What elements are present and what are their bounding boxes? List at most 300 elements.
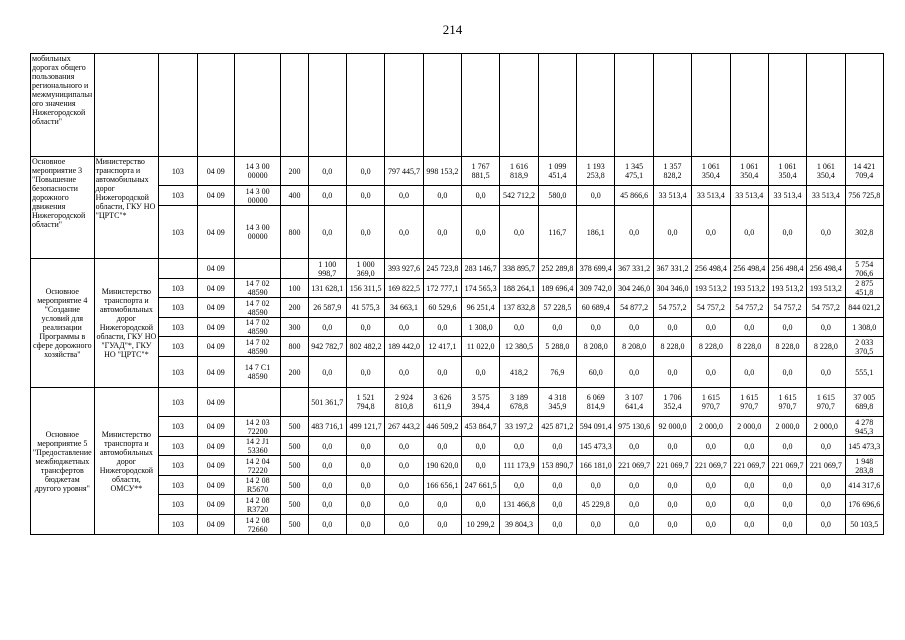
year-value: 153 890,7 bbox=[538, 456, 576, 476]
year-value: 0,0 bbox=[385, 515, 423, 535]
table-row bbox=[31, 495, 884, 515]
year-value: 1 061 350,4 bbox=[807, 157, 845, 186]
year-value: 0,0 bbox=[730, 206, 768, 259]
year-value: 172 777,1 bbox=[423, 279, 461, 298]
grbs-code: 103 bbox=[159, 318, 197, 337]
year-value: 221 069,7 bbox=[768, 456, 806, 476]
year-value: 256 498,4 bbox=[692, 259, 730, 279]
year-value: 0,0 bbox=[807, 515, 845, 535]
total-value: 2 875 451,8 bbox=[845, 279, 883, 298]
total-value: 1 948 283,8 bbox=[845, 456, 883, 476]
year-value: 4 318 345,9 bbox=[538, 388, 576, 417]
grbs-code: 103 bbox=[159, 515, 197, 535]
year-value: 54 757,2 bbox=[730, 298, 768, 318]
year-value: 0,0 bbox=[385, 476, 423, 495]
year-value: 580,0 bbox=[538, 186, 576, 206]
year-value: 8 208,0 bbox=[615, 337, 653, 357]
year-value: 92 000,0 bbox=[653, 417, 691, 437]
target-item-code bbox=[234, 259, 280, 279]
year-value: 0,0 bbox=[346, 456, 384, 476]
year-value: 0,0 bbox=[577, 186, 615, 206]
year-value: 131 466,8 bbox=[500, 495, 538, 515]
year-value: 0,0 bbox=[768, 206, 806, 259]
year-value: 975 130,6 bbox=[615, 417, 653, 437]
header-fragment-row bbox=[31, 54, 884, 157]
year-value: 188 264,1 bbox=[500, 279, 538, 298]
year-value: 367 331,2 bbox=[615, 259, 653, 279]
target-item-code: 14 2 08 R5670 bbox=[234, 476, 280, 495]
target-item-code: 14 7 02 48590 bbox=[234, 318, 280, 337]
year-value: 0,0 bbox=[385, 495, 423, 515]
year-value: 137 832,8 bbox=[500, 298, 538, 318]
year-value: 174 565,3 bbox=[462, 279, 500, 298]
year-value: 3 189 678,8 bbox=[500, 388, 538, 417]
year-value: 0,0 bbox=[462, 206, 500, 259]
grbs-code: 103 bbox=[159, 186, 197, 206]
total-value: 50 103,5 bbox=[845, 515, 883, 535]
target-item-code: 14 3 00 00000 bbox=[234, 186, 280, 206]
year-value: 0,0 bbox=[615, 495, 653, 515]
year-value: 60 529,6 bbox=[423, 298, 461, 318]
executor-name: Министерство транспорта и автомобильных дорог Нижегородской области, ГКУ НО "ГУАД"*, ГКУ НО "ЦРТС"* bbox=[94, 259, 159, 388]
table-row bbox=[31, 259, 884, 279]
target-item-code: 14 3 00 00000 bbox=[234, 206, 280, 259]
section-code: 04 09 bbox=[197, 298, 234, 318]
year-value: 1 308,0 bbox=[462, 318, 500, 337]
year-value: 54 757,2 bbox=[653, 298, 691, 318]
year-value: 193 513,2 bbox=[692, 279, 730, 298]
expense-type-code: 800 bbox=[281, 337, 308, 357]
year-value: 309 742,0 bbox=[577, 279, 615, 298]
year-value: 3 107 641,4 bbox=[615, 388, 653, 417]
expense-type-code: 200 bbox=[281, 157, 308, 186]
expense-type-code: 200 bbox=[281, 298, 308, 318]
year-value: 0,0 bbox=[730, 318, 768, 337]
year-value: 166 656,1 bbox=[423, 476, 461, 495]
year-value: 0,0 bbox=[730, 437, 768, 456]
year-value: 193 513,2 bbox=[768, 279, 806, 298]
grbs-code: 103 bbox=[159, 279, 197, 298]
year-value: 0,0 bbox=[653, 206, 691, 259]
expense-type-code bbox=[281, 388, 308, 417]
year-value: 1 521 794,8 bbox=[346, 388, 384, 417]
section-code: 04 09 bbox=[197, 417, 234, 437]
year-value: 0,0 bbox=[653, 515, 691, 535]
year-value: 0,0 bbox=[538, 318, 576, 337]
section-code: 04 09 bbox=[197, 476, 234, 495]
section-code: 04 09 bbox=[197, 318, 234, 337]
year-value: 1 615 970,7 bbox=[807, 388, 845, 417]
year-value: 193 513,2 bbox=[730, 279, 768, 298]
grbs-code: 103 bbox=[159, 495, 197, 515]
year-value: 156 311,5 bbox=[346, 279, 384, 298]
year-value: 0,0 bbox=[462, 456, 500, 476]
year-value: 8 228,0 bbox=[768, 337, 806, 357]
year-value: 76,9 bbox=[538, 357, 576, 388]
year-value: 221 069,7 bbox=[615, 456, 653, 476]
year-value: 378 699,4 bbox=[577, 259, 615, 279]
year-value: 1 099 451,4 bbox=[538, 157, 576, 186]
total-value: 844 021,2 bbox=[845, 298, 883, 318]
year-value: 256 498,4 bbox=[807, 259, 845, 279]
grbs-code: 103 bbox=[159, 417, 197, 437]
year-value: 0,0 bbox=[538, 437, 576, 456]
year-value: 0,0 bbox=[692, 495, 730, 515]
year-value: 33 513,4 bbox=[730, 186, 768, 206]
year-value: 2 000,0 bbox=[768, 417, 806, 437]
year-value: 797 445,7 bbox=[385, 157, 423, 186]
year-value: 1 357 828,2 bbox=[653, 157, 691, 186]
year-value: 57 228,5 bbox=[538, 298, 576, 318]
table-row bbox=[31, 515, 884, 535]
year-value: 942 782,7 bbox=[308, 337, 346, 357]
expense-type-code bbox=[281, 259, 308, 279]
year-value: 0,0 bbox=[308, 476, 346, 495]
total-value: 4 278 945,3 bbox=[845, 417, 883, 437]
year-value: 367 331,2 bbox=[653, 259, 691, 279]
year-value: 96 251,4 bbox=[462, 298, 500, 318]
section-code: 04 09 bbox=[197, 515, 234, 535]
year-value: 499 121,7 bbox=[346, 417, 384, 437]
year-value: 0,0 bbox=[423, 186, 461, 206]
year-value: 0,0 bbox=[653, 437, 691, 456]
year-value: 145 473,3 bbox=[577, 437, 615, 456]
target-item-code: 14 7 02 48590 bbox=[234, 337, 280, 357]
year-value: 0,0 bbox=[308, 318, 346, 337]
year-value: 0,0 bbox=[385, 318, 423, 337]
year-value: 0,0 bbox=[615, 515, 653, 535]
year-value: 0,0 bbox=[807, 318, 845, 337]
year-value: 0,0 bbox=[615, 206, 653, 259]
year-value: 1 615 970,7 bbox=[730, 388, 768, 417]
executor-name: Министерство транспорта и автомобильных дорог Нижегородской области, ГКУ НО "ЦРТС"* bbox=[94, 157, 159, 259]
measure-name: Основное мероприятие 4 "Создание условий для реализации Программы в сфере дорожного хозяйства" bbox=[31, 259, 95, 388]
year-value: 8 208,0 bbox=[577, 337, 615, 357]
year-value: 26 587,9 bbox=[308, 298, 346, 318]
year-value: 0,0 bbox=[807, 357, 845, 388]
total-value: 176 696,6 bbox=[845, 495, 883, 515]
expense-type-code: 500 bbox=[281, 456, 308, 476]
year-value: 1 345 475,1 bbox=[615, 157, 653, 186]
year-value: 0,0 bbox=[462, 495, 500, 515]
year-value: 0,0 bbox=[807, 206, 845, 259]
year-value: 0,0 bbox=[692, 206, 730, 259]
total-value: 5 754 706,6 bbox=[845, 259, 883, 279]
year-value: 0,0 bbox=[500, 318, 538, 337]
target-item-code: 14 2 08 R3720 bbox=[234, 495, 280, 515]
year-value: 33 513,4 bbox=[807, 186, 845, 206]
budget-table bbox=[30, 53, 884, 535]
year-value: 33 197,2 bbox=[500, 417, 538, 437]
year-value: 0,0 bbox=[308, 495, 346, 515]
year-value: 166 181,0 bbox=[577, 456, 615, 476]
year-value: 594 091,4 bbox=[577, 417, 615, 437]
table-row bbox=[31, 417, 884, 437]
year-value: 0,0 bbox=[692, 515, 730, 535]
year-value: 3 575 394,4 bbox=[462, 388, 500, 417]
section-code: 04 09 bbox=[197, 357, 234, 388]
year-value: 0,0 bbox=[692, 437, 730, 456]
year-value: 0,0 bbox=[385, 437, 423, 456]
section-code: 04 09 bbox=[197, 456, 234, 476]
year-value: 1 100 998,7 bbox=[308, 259, 346, 279]
table-row bbox=[31, 357, 884, 388]
year-value: 304 346,0 bbox=[653, 279, 691, 298]
year-value: 0,0 bbox=[308, 437, 346, 456]
year-value: 0,0 bbox=[730, 476, 768, 495]
year-value: 0,0 bbox=[423, 515, 461, 535]
year-value: 193 513,2 bbox=[807, 279, 845, 298]
year-value: 0,0 bbox=[653, 476, 691, 495]
year-value: 0,0 bbox=[768, 357, 806, 388]
year-value: 446 509,2 bbox=[423, 417, 461, 437]
table-row bbox=[31, 206, 884, 259]
year-value: 252 289,8 bbox=[538, 259, 576, 279]
year-value: 33 513,4 bbox=[653, 186, 691, 206]
year-value: 186,1 bbox=[577, 206, 615, 259]
year-value: 54 757,2 bbox=[692, 298, 730, 318]
year-value: 221 069,7 bbox=[692, 456, 730, 476]
year-value: 12 380,5 bbox=[500, 337, 538, 357]
year-value: 304 246,0 bbox=[615, 279, 653, 298]
year-value: 0,0 bbox=[692, 357, 730, 388]
year-value: 8 228,0 bbox=[730, 337, 768, 357]
year-value: 256 498,4 bbox=[768, 259, 806, 279]
grbs-code: 103 bbox=[159, 206, 197, 259]
grbs-code: 103 bbox=[159, 437, 197, 456]
year-value: 0,0 bbox=[768, 515, 806, 535]
year-value: 0,0 bbox=[500, 206, 538, 259]
year-value: 0,0 bbox=[462, 437, 500, 456]
expense-type-code: 500 bbox=[281, 476, 308, 495]
year-value: 221 069,7 bbox=[653, 456, 691, 476]
year-value: 1 767 881,5 bbox=[462, 157, 500, 186]
year-value: 54 877,2 bbox=[615, 298, 653, 318]
total-value: 145 473,3 bbox=[845, 437, 883, 456]
section-code: 04 09 bbox=[197, 279, 234, 298]
year-value: 131 628,1 bbox=[308, 279, 346, 298]
target-item-code bbox=[234, 388, 280, 417]
year-value: 0,0 bbox=[385, 206, 423, 259]
year-value: 33 513,4 bbox=[768, 186, 806, 206]
year-value: 338 895,7 bbox=[500, 259, 538, 279]
year-value: 0,0 bbox=[577, 515, 615, 535]
year-value: 0,0 bbox=[768, 437, 806, 456]
year-value: 54 757,2 bbox=[768, 298, 806, 318]
year-value: 1 615 970,7 bbox=[768, 388, 806, 417]
year-value: 0,0 bbox=[346, 318, 384, 337]
year-value: 0,0 bbox=[385, 186, 423, 206]
year-value: 0,0 bbox=[423, 437, 461, 456]
section-code: 04 09 bbox=[197, 437, 234, 456]
year-value: 1 061 350,4 bbox=[730, 157, 768, 186]
year-value: 0,0 bbox=[653, 318, 691, 337]
year-value: 45 229,8 bbox=[577, 495, 615, 515]
table-row bbox=[31, 157, 884, 186]
section-code: 04 09 bbox=[197, 337, 234, 357]
grbs-code: 103 bbox=[159, 388, 197, 417]
year-value: 418,2 bbox=[500, 357, 538, 388]
year-value: 0,0 bbox=[423, 318, 461, 337]
year-value: 0,0 bbox=[308, 357, 346, 388]
target-item-code: 14 2 03 72200 bbox=[234, 417, 280, 437]
year-value: 0,0 bbox=[615, 357, 653, 388]
year-value: 0,0 bbox=[423, 206, 461, 259]
year-value: 33 513,4 bbox=[692, 186, 730, 206]
year-value: 0,0 bbox=[615, 318, 653, 337]
section-code: 04 09 bbox=[197, 186, 234, 206]
year-value: 267 443,2 bbox=[385, 417, 423, 437]
grbs-code: 103 bbox=[159, 298, 197, 318]
year-value: 60 689,4 bbox=[577, 298, 615, 318]
year-value: 0,0 bbox=[308, 186, 346, 206]
table-row bbox=[31, 456, 884, 476]
total-value: 1 308,0 bbox=[845, 318, 883, 337]
year-value: 0,0 bbox=[500, 476, 538, 495]
year-value: 0,0 bbox=[538, 476, 576, 495]
year-value: 6 069 814,9 bbox=[577, 388, 615, 417]
year-value: 0,0 bbox=[308, 515, 346, 535]
year-value: 41 575,3 bbox=[346, 298, 384, 318]
year-value: 0,0 bbox=[807, 437, 845, 456]
year-value: 8 228,0 bbox=[653, 337, 691, 357]
grbs-code: 103 bbox=[159, 337, 197, 357]
table-row bbox=[31, 298, 884, 318]
year-value: 0,0 bbox=[577, 476, 615, 495]
year-value: 425 871,2 bbox=[538, 417, 576, 437]
section-code: 04 09 bbox=[197, 495, 234, 515]
year-value: 0,0 bbox=[385, 357, 423, 388]
year-value: 247 661,5 bbox=[462, 476, 500, 495]
year-value: 0,0 bbox=[807, 495, 845, 515]
year-value: 0,0 bbox=[730, 357, 768, 388]
target-item-code: 14 7 02 48590 bbox=[234, 298, 280, 318]
year-value: 501 361,7 bbox=[308, 388, 346, 417]
year-value: 802 482,2 bbox=[346, 337, 384, 357]
page-number: 214 bbox=[442, 22, 463, 37]
grbs-code: 103 bbox=[159, 476, 197, 495]
year-value: 116,7 bbox=[538, 206, 576, 259]
year-value: 245 723,8 bbox=[423, 259, 461, 279]
expense-type-code: 400 bbox=[281, 186, 308, 206]
year-value: 0,0 bbox=[346, 157, 384, 186]
year-value: 0,0 bbox=[807, 476, 845, 495]
year-value: 8 228,0 bbox=[692, 337, 730, 357]
year-value: 0,0 bbox=[423, 357, 461, 388]
expense-type-code: 500 bbox=[281, 417, 308, 437]
measure-name: Основное мероприятие 3 "Повышение безопасности дорожного движения Нижегородской области" bbox=[31, 157, 95, 259]
year-value: 0,0 bbox=[462, 186, 500, 206]
total-value: 414 317,6 bbox=[845, 476, 883, 495]
year-value: 0,0 bbox=[768, 476, 806, 495]
executor-name: Министерство транспорта и автомобильных дорог Нижегородской области, ОМСУ** bbox=[94, 388, 159, 535]
year-value: 0,0 bbox=[538, 495, 576, 515]
year-value: 8 228,0 bbox=[807, 337, 845, 357]
year-value: 0,0 bbox=[346, 437, 384, 456]
table-row bbox=[31, 476, 884, 495]
year-value: 1 616 818,9 bbox=[500, 157, 538, 186]
table-row bbox=[31, 279, 884, 298]
expense-type-code: 800 bbox=[281, 206, 308, 259]
table-row bbox=[31, 388, 884, 417]
year-value: 0,0 bbox=[615, 476, 653, 495]
year-value: 393 927,6 bbox=[385, 259, 423, 279]
year-value: 12 417,1 bbox=[423, 337, 461, 357]
year-value: 3 626 611,9 bbox=[423, 388, 461, 417]
table-row bbox=[31, 318, 884, 337]
year-value: 0,0 bbox=[653, 357, 691, 388]
year-value: 0,0 bbox=[692, 476, 730, 495]
year-value: 0,0 bbox=[768, 495, 806, 515]
header-fragment-text: мобильных дорогах общего пользования регионального и межмуниципального значения Нижегородской области" bbox=[31, 54, 95, 157]
expense-type-code: 300 bbox=[281, 318, 308, 337]
table-row bbox=[31, 437, 884, 456]
measure-name: Основное мероприятие 5 "Предоставление межбюджетных трансфертов бюджетам другого уровня" bbox=[31, 388, 95, 535]
year-value: 0,0 bbox=[346, 476, 384, 495]
expense-type-code: 500 bbox=[281, 495, 308, 515]
year-value: 0,0 bbox=[462, 357, 500, 388]
year-value: 0,0 bbox=[346, 206, 384, 259]
year-value: 998 153,2 bbox=[423, 157, 461, 186]
year-value: 189 696,4 bbox=[538, 279, 576, 298]
year-value: 542 712,2 bbox=[500, 186, 538, 206]
year-value: 0,0 bbox=[346, 186, 384, 206]
expense-type-code: 500 bbox=[281, 437, 308, 456]
year-value: 54 757,2 bbox=[807, 298, 845, 318]
year-value: 11 022,0 bbox=[462, 337, 500, 357]
target-item-code: 14 3 00 00000 bbox=[234, 157, 280, 186]
year-value: 39 804,3 bbox=[500, 515, 538, 535]
grbs-code bbox=[159, 259, 197, 279]
year-value: 0,0 bbox=[423, 495, 461, 515]
total-value: 756 725,8 bbox=[845, 186, 883, 206]
year-value: 221 069,7 bbox=[807, 456, 845, 476]
year-value: 10 299,2 bbox=[462, 515, 500, 535]
section-code: 04 09 bbox=[197, 388, 234, 417]
year-value: 0,0 bbox=[730, 515, 768, 535]
year-value: 1 615 970,7 bbox=[692, 388, 730, 417]
expense-type-code: 200 bbox=[281, 357, 308, 388]
year-value: 0,0 bbox=[308, 456, 346, 476]
year-value: 1 000 369,0 bbox=[346, 259, 384, 279]
year-value: 1 061 350,4 bbox=[768, 157, 806, 186]
year-value: 189 442,0 bbox=[385, 337, 423, 357]
section-code: 04 09 bbox=[197, 157, 234, 186]
grbs-code: 103 bbox=[159, 157, 197, 186]
year-value: 453 864,7 bbox=[462, 417, 500, 437]
total-value: 302,8 bbox=[845, 206, 883, 259]
year-value: 0,0 bbox=[653, 495, 691, 515]
year-value: 0,0 bbox=[538, 515, 576, 535]
year-value: 0,0 bbox=[577, 318, 615, 337]
year-value: 169 822,5 bbox=[385, 279, 423, 298]
year-value: 0,0 bbox=[500, 437, 538, 456]
year-value: 0,0 bbox=[768, 318, 806, 337]
year-value: 2 000,0 bbox=[692, 417, 730, 437]
total-value: 37 005 689,8 bbox=[845, 388, 883, 417]
year-value: 0,0 bbox=[346, 357, 384, 388]
total-value: 14 421 709,4 bbox=[845, 157, 883, 186]
year-value: 0,0 bbox=[308, 206, 346, 259]
year-value: 1 061 350,4 bbox=[692, 157, 730, 186]
table-row bbox=[31, 337, 884, 357]
year-value: 45 866,6 bbox=[615, 186, 653, 206]
total-value: 2 033 370,5 bbox=[845, 337, 883, 357]
year-value: 2 000,0 bbox=[807, 417, 845, 437]
year-value: 0,0 bbox=[385, 456, 423, 476]
year-value: 0,0 bbox=[692, 318, 730, 337]
expense-type-code: 100 bbox=[281, 279, 308, 298]
